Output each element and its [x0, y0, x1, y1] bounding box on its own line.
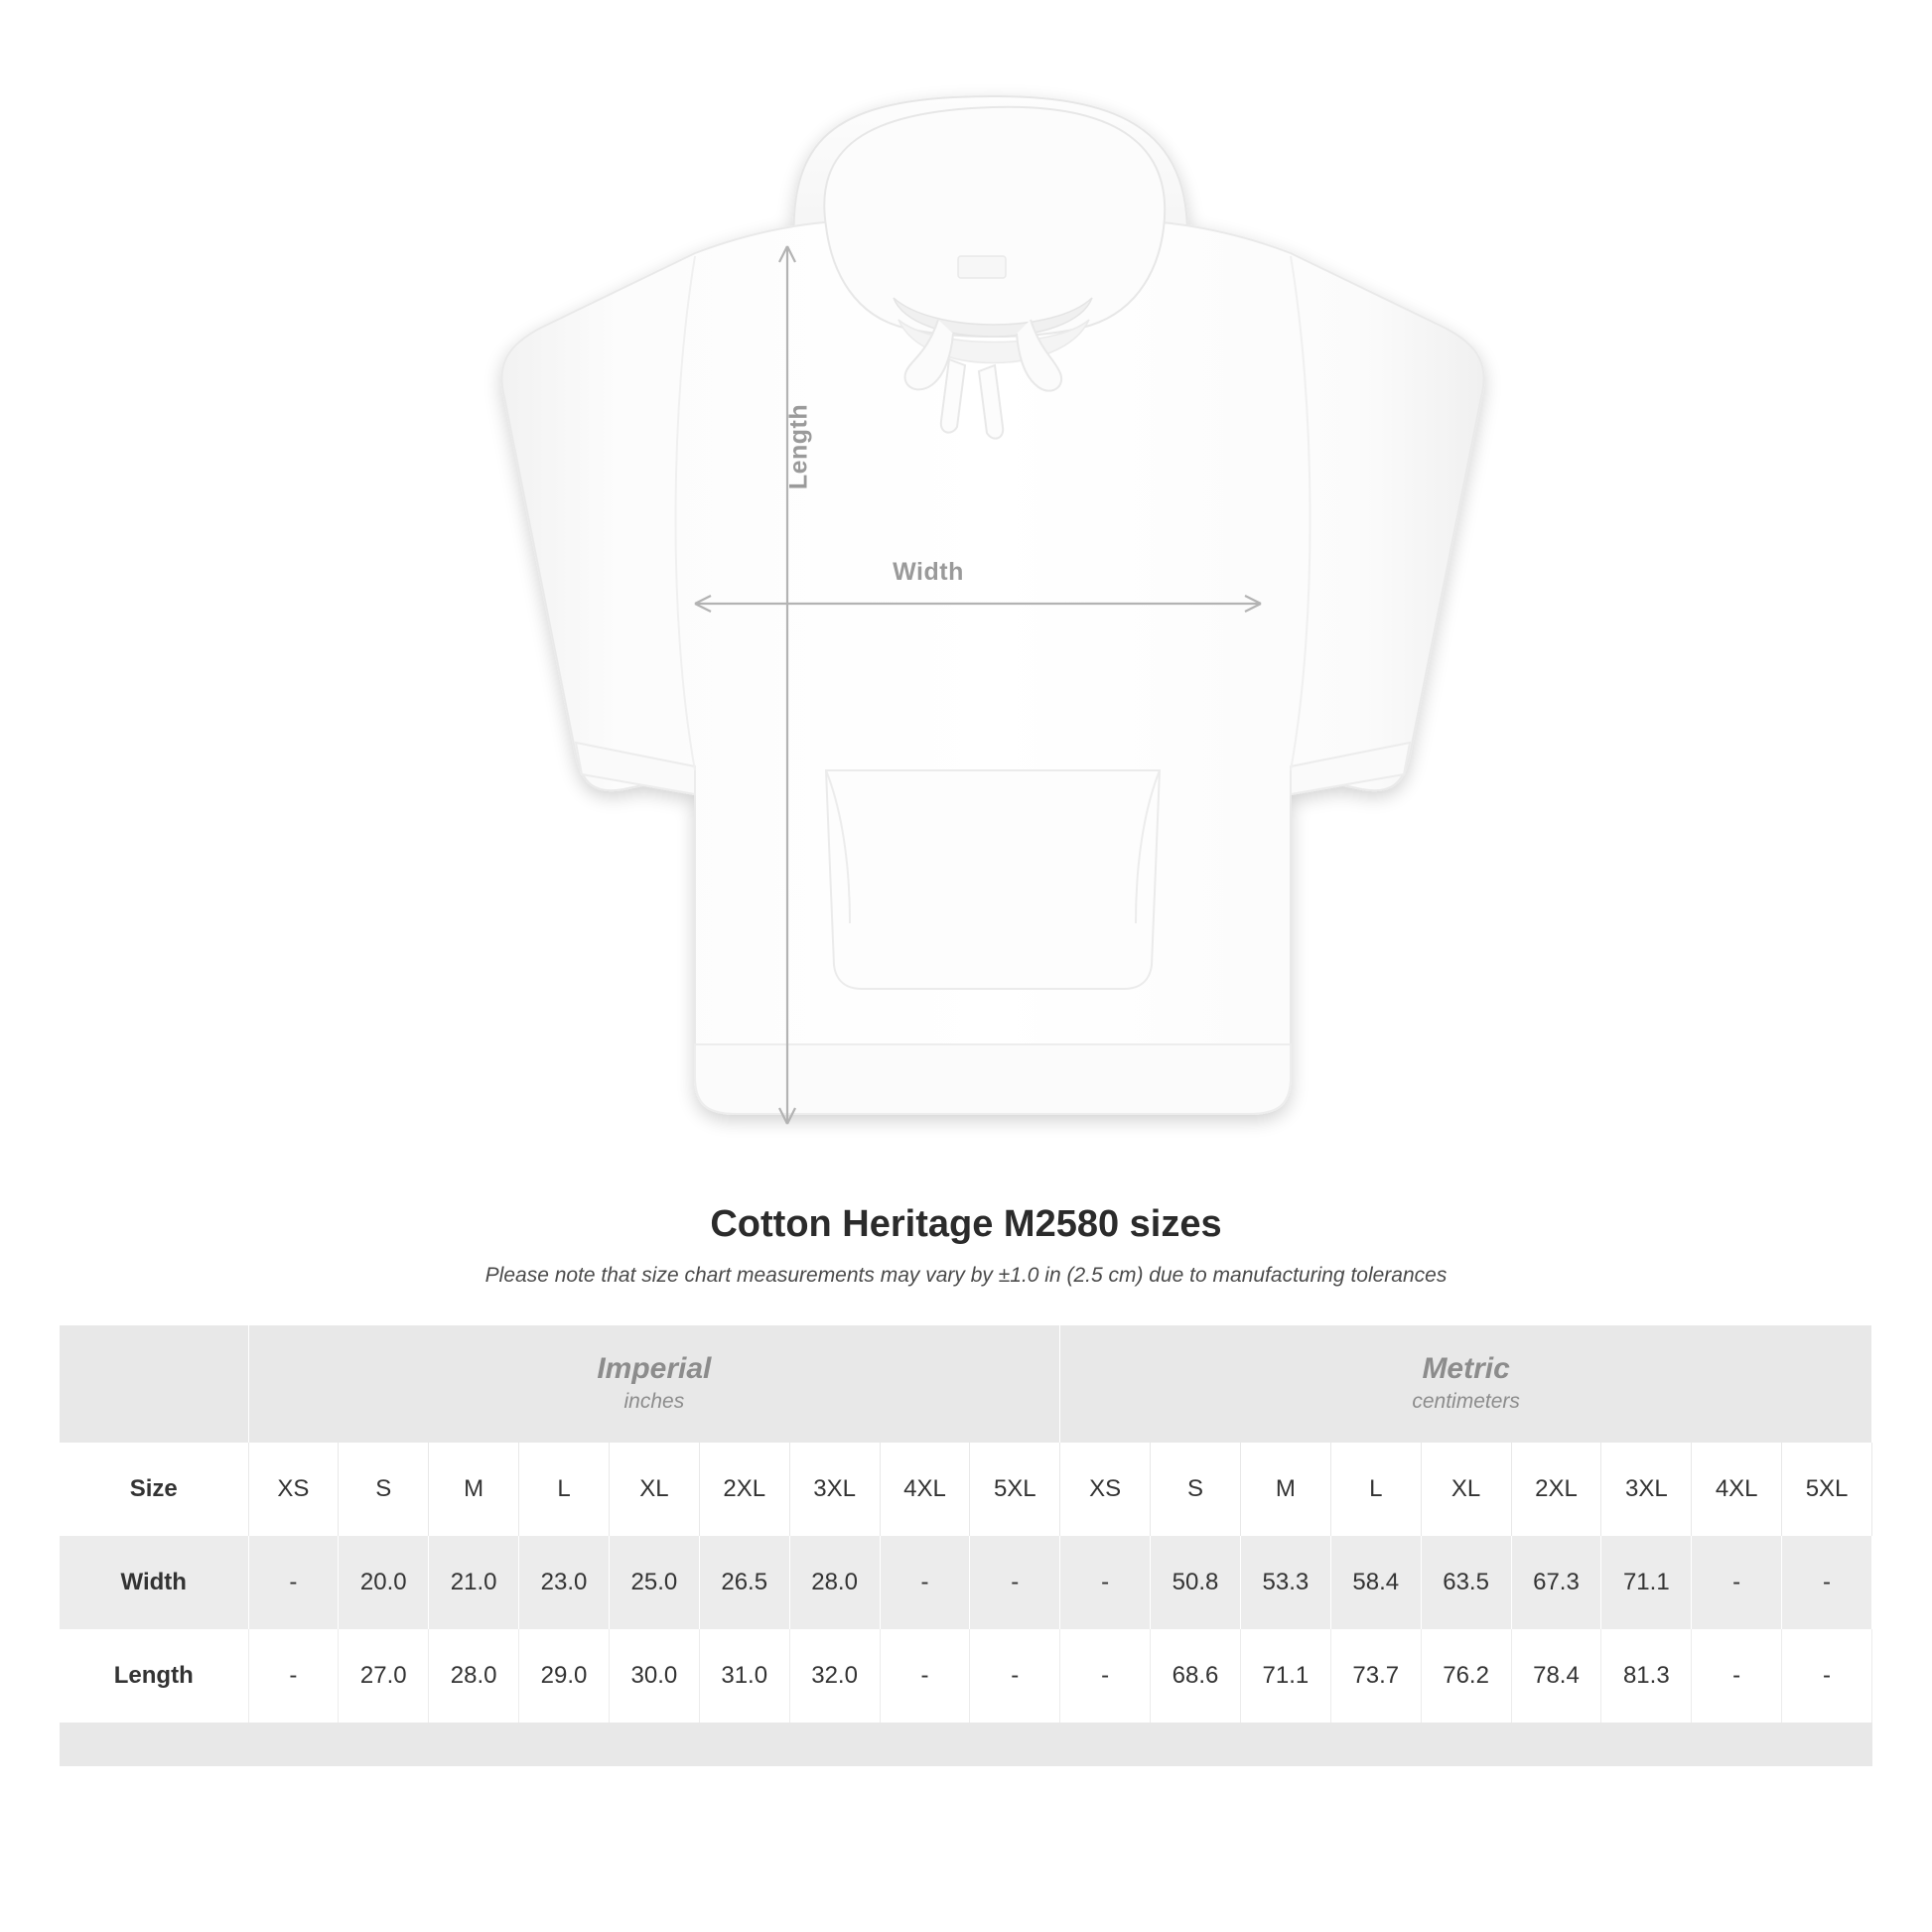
hoodie-shape: [501, 96, 1483, 1114]
size-header-cell: 5XL: [1782, 1443, 1872, 1536]
size-header-cell: L: [1330, 1443, 1421, 1536]
cell-width-imperial: 28.0: [789, 1536, 880, 1629]
cell-width-imperial: 25.0: [609, 1536, 699, 1629]
cell-length-metric: -: [1782, 1629, 1872, 1723]
page-title: Cotton Heritage M2580 sizes: [710, 1203, 1222, 1245]
cell-length-imperial: 27.0: [339, 1629, 429, 1723]
size-header-cell: 4XL: [880, 1443, 970, 1536]
cell-length-metric: 73.7: [1330, 1629, 1421, 1723]
cell-length-metric: 76.2: [1421, 1629, 1511, 1723]
size-header-cell: XL: [1421, 1443, 1511, 1536]
unit-group-metric: [1060, 1325, 1872, 1443]
cell-width-metric: -: [1782, 1536, 1872, 1629]
size-header-cell: S: [339, 1443, 429, 1536]
cell-length-metric: 78.4: [1511, 1629, 1601, 1723]
size-header-cell: L: [519, 1443, 610, 1536]
size-header-cell: XS: [1060, 1443, 1151, 1536]
table-footer-row: [60, 1723, 1872, 1766]
cell-length-metric: 71.1: [1240, 1629, 1330, 1723]
size-header-cell: XL: [609, 1443, 699, 1536]
size-table-wrapper: [60, 1325, 1872, 1766]
table-corner-cell: [60, 1325, 248, 1443]
cell-width-imperial: 26.5: [699, 1536, 789, 1629]
tolerance-note: Please note that size chart measurements may vary by ±1.0 in (2.5 cm) due to manufacturing tolerances: [484, 1264, 1448, 1287]
table-row: [60, 1536, 1872, 1629]
cell-length-imperial: 31.0: [699, 1629, 789, 1723]
cell-length-metric: -: [1692, 1629, 1782, 1723]
unit-group-imperial: [248, 1325, 1060, 1443]
cell-width-imperial: -: [248, 1536, 339, 1629]
cell-length-metric: 68.6: [1151, 1629, 1241, 1723]
row-label-length: Length: [60, 1629, 248, 1723]
cell-width-imperial: -: [880, 1536, 970, 1629]
cell-width-imperial: 23.0: [519, 1536, 610, 1629]
width-dimension-label: Width: [893, 558, 964, 586]
cell-width-metric: 53.3: [1240, 1536, 1330, 1629]
cell-length-imperial: -: [880, 1629, 970, 1723]
unit-group-metric-sub: centimeters: [1412, 1390, 1520, 1414]
size-header-cell: 2XL: [1511, 1443, 1601, 1536]
size-header-cell: M: [1240, 1443, 1330, 1536]
size-header-cell: 3XL: [1601, 1443, 1692, 1536]
cell-width-imperial: -: [970, 1536, 1060, 1629]
cell-length-imperial: 29.0: [519, 1629, 610, 1723]
cell-width-metric: 67.3: [1511, 1536, 1601, 1629]
cell-length-imperial: 32.0: [789, 1629, 880, 1723]
cell-length-imperial: 28.0: [429, 1629, 519, 1723]
size-header-cell: 4XL: [1692, 1443, 1782, 1536]
size-header-cell: 5XL: [970, 1443, 1060, 1536]
size-row-label: Size: [60, 1443, 248, 1536]
cell-width-imperial: 21.0: [429, 1536, 519, 1629]
title-block: [0, 1203, 1932, 1288]
size-header-cell: M: [429, 1443, 519, 1536]
cell-width-imperial: 20.0: [339, 1536, 429, 1629]
cell-length-metric: 81.3: [1601, 1629, 1692, 1723]
cell-width-metric: 71.1: [1601, 1536, 1692, 1629]
length-dimension-label: Length: [784, 403, 813, 490]
cell-length-imperial: -: [248, 1629, 339, 1723]
cell-width-metric: -: [1692, 1536, 1782, 1629]
table-row: [60, 1629, 1872, 1723]
unit-header-row: [60, 1325, 1872, 1443]
cell-length-imperial: 30.0: [609, 1629, 699, 1723]
size-header-cell: S: [1151, 1443, 1241, 1536]
cell-width-metric: 63.5: [1421, 1536, 1511, 1629]
size-header-cell: 3XL: [789, 1443, 880, 1536]
size-header-cell: XS: [248, 1443, 339, 1536]
unit-group-imperial-name: Imperial: [597, 1352, 712, 1386]
cell-width-metric: -: [1060, 1536, 1151, 1629]
cell-length-imperial: -: [970, 1629, 1060, 1723]
cell-width-metric: 50.8: [1151, 1536, 1241, 1629]
unit-group-imperial-sub: inches: [623, 1390, 685, 1414]
size-table: [60, 1325, 1872, 1766]
cell-width-metric: 58.4: [1330, 1536, 1421, 1629]
row-label-width: Width: [60, 1536, 248, 1629]
table-footer-cell: [60, 1723, 1872, 1766]
cell-length-metric: -: [1060, 1629, 1151, 1723]
unit-group-metric-name: Metric: [1422, 1352, 1510, 1386]
size-header-cell: 2XL: [699, 1443, 789, 1536]
size-header-row: [60, 1443, 1872, 1536]
